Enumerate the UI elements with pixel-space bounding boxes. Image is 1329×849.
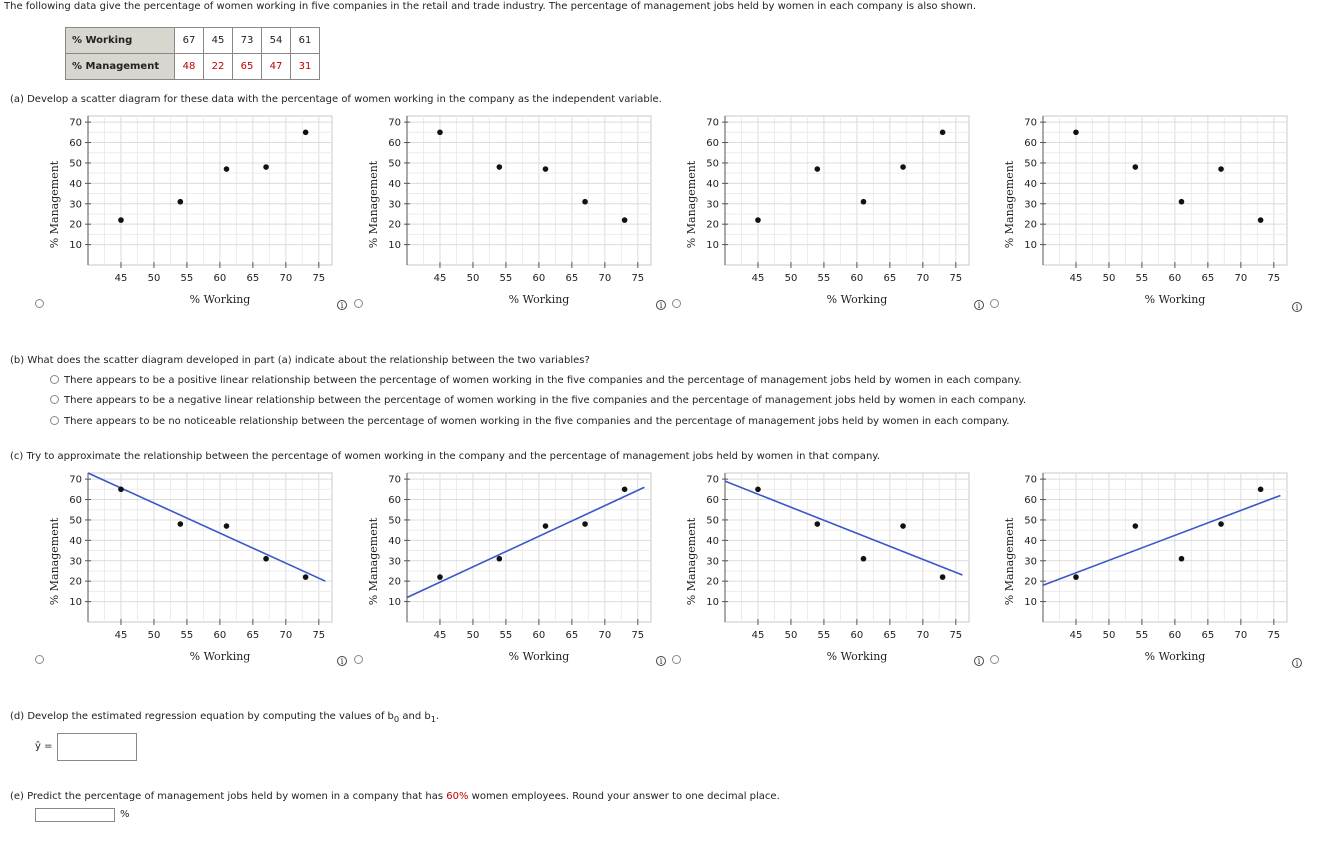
x-tick-label: 50	[466, 273, 480, 284]
scatter-chart-a4	[997, 110, 1297, 310]
x-tick-label: 70	[916, 273, 930, 284]
y-tick-label: 50	[706, 515, 719, 527]
data-point	[755, 217, 761, 223]
data-point	[622, 217, 628, 223]
y-tick-label: 20	[1024, 219, 1037, 231]
cell: 45	[204, 28, 233, 54]
prediction-input[interactable]	[35, 808, 115, 822]
info-icon[interactable]: i	[337, 656, 347, 666]
x-tick-label: 65	[565, 273, 579, 284]
x-tick-label: 55	[180, 273, 194, 284]
part-b-prompt: (b) What does the scatter diagram developed in part (a) indicate about the relationship between the two variables?	[10, 355, 590, 366]
x-tick-label: 50	[147, 630, 161, 641]
cell: 47	[262, 54, 291, 80]
regression-chart-c3	[679, 467, 979, 667]
y-tick-label: 60	[69, 495, 82, 507]
data-point	[861, 199, 867, 205]
cell: 67	[175, 28, 204, 54]
data-point	[582, 199, 588, 205]
scatter-chart-a3	[679, 110, 979, 310]
x-tick-label: 45	[751, 630, 765, 641]
x-tick-label: 70	[598, 630, 612, 641]
y-tick-label: 70	[388, 117, 401, 129]
y-tick-label: 70	[1024, 474, 1037, 486]
intro-text: The following data give the percentage of women working in five companies in the retail and trade industry. The percentage of management jobs held by women in each company is also shown.	[4, 1, 977, 12]
part-a-prompt: (a) Develop a scatter diagram for these data with the percentage of women working in the company as the independent variable.	[10, 94, 662, 105]
data-point	[900, 164, 906, 170]
data-point	[940, 130, 946, 136]
y-tick-label: 70	[69, 474, 82, 486]
radio-option-a3[interactable]	[672, 299, 681, 308]
x-tick-label: 55	[817, 630, 831, 641]
x-tick-label: 65	[1201, 630, 1215, 641]
plot-area	[88, 473, 332, 622]
data-point	[437, 574, 443, 580]
data-point	[543, 523, 549, 529]
part-d-text: (d) Develop the estimated regression equation by computing the values of	[10, 711, 388, 722]
y-tick-label: 10	[1024, 240, 1037, 252]
x-tick-label: 50	[1102, 630, 1116, 641]
x-tick-label: 50	[784, 273, 798, 284]
x-tick-label: 55	[817, 273, 831, 284]
x-tick-label: 75	[312, 630, 326, 641]
x-tick-label: 70	[279, 630, 293, 641]
radio-option-c4[interactable]	[990, 655, 999, 664]
regression-chart-c1	[42, 467, 342, 667]
cell: 48	[175, 54, 204, 80]
data-point	[303, 574, 309, 580]
radio-option-c1[interactable]	[35, 655, 44, 664]
y-tick-label: 30	[69, 556, 82, 568]
y-tick-label: 20	[69, 219, 82, 231]
part-c-prompt: (c) Try to approximate the relationship between the percentage of women working in the company and the percentage of management jobs held by women in that company.	[10, 451, 880, 462]
data-point	[622, 487, 628, 493]
option-b-none-label: There appears to be no noticeable relationship between the percentage of women working in the five companies and the percentage of management jobs held by women in each company.	[64, 416, 1010, 427]
plot-area	[407, 116, 651, 265]
x-tick-label: 75	[1267, 630, 1281, 641]
info-icon[interactable]: i	[656, 300, 666, 310]
x-tick-label: 50	[147, 273, 161, 284]
y-axis-label: % Management	[48, 517, 61, 606]
data-point	[178, 521, 184, 527]
y-tick-label: 70	[388, 474, 401, 486]
y-tick-label: 50	[1024, 515, 1037, 527]
y-tick-label: 70	[706, 117, 719, 129]
data-point	[263, 556, 269, 562]
x-tick-label: 60	[1168, 630, 1182, 641]
x-tick-label: 60	[532, 630, 546, 641]
y-tick-label: 40	[69, 535, 82, 547]
regression-chart-c4	[997, 467, 1297, 667]
x-tick-label: 45	[114, 273, 128, 284]
x-tick-label: 60	[850, 630, 864, 641]
y-tick-label: 60	[1024, 495, 1037, 507]
x-tick-label: 45	[114, 630, 128, 641]
y-tick-label: 30	[706, 556, 719, 568]
data-point	[1133, 164, 1139, 170]
x-tick-label: 45	[1069, 273, 1083, 284]
x-tick-label: 70	[279, 273, 293, 284]
data-point	[582, 521, 588, 527]
radio-option-b-none[interactable]	[50, 416, 59, 425]
data-point	[1073, 574, 1079, 580]
y-tick-label: 20	[706, 576, 719, 588]
y-tick-label: 50	[69, 515, 82, 527]
row-label-working: % Working	[66, 28, 175, 54]
data-table	[65, 27, 320, 80]
part-d-prompt: (d) Develop the estimated regression equation by computing the values of $b_0$ and $b_1$.	[10, 711, 440, 724]
y-tick-label: 40	[1024, 535, 1037, 547]
info-icon[interactable]: i	[656, 656, 666, 666]
y-tick-label: 40	[388, 178, 401, 190]
row-label-management: % Management	[66, 54, 175, 80]
y-tick-label: 10	[706, 597, 719, 609]
y-tick-label: 60	[69, 138, 82, 150]
radio-option-a1[interactable]	[35, 299, 44, 308]
scatter-chart-a2	[361, 110, 661, 310]
table-row-management	[66, 54, 320, 80]
x-tick-label: 60	[213, 630, 227, 641]
y-tick-label: 30	[1024, 556, 1037, 568]
y-tick-label: 40	[69, 178, 82, 190]
cell: 65	[233, 54, 262, 80]
y-tick-label: 70	[1024, 117, 1037, 129]
x-tick-label: 75	[631, 630, 645, 641]
x-tick-label: 60	[213, 273, 227, 284]
x-tick-label: 55	[499, 273, 513, 284]
part-e-prompt: (e) Predict the percentage of management jobs held by women in a company that has 60% women employees. Round your answer to one decimal place.	[10, 791, 780, 802]
info-icon[interactable]: i	[1292, 658, 1302, 668]
x-tick-label: 55	[180, 630, 194, 641]
scatter-chart-a1	[42, 110, 342, 310]
plot-area	[1043, 116, 1287, 265]
y-tick-label: 30	[1024, 199, 1037, 211]
table-row-working	[66, 28, 320, 54]
data-point	[755, 487, 761, 493]
y-axis-label: % Management	[367, 160, 380, 249]
y-tick-label: 10	[388, 597, 401, 609]
x-tick-label: 55	[1135, 273, 1149, 284]
y-tick-label: 10	[69, 597, 82, 609]
x-tick-label: 65	[883, 273, 897, 284]
plot-area	[725, 116, 969, 265]
plot-area	[88, 116, 332, 265]
x-tick-label: 65	[565, 630, 579, 641]
data-point	[1258, 487, 1264, 493]
x-tick-label: 50	[784, 630, 798, 641]
b0-symbol: $b_0$	[387, 711, 400, 724]
plot-area	[1043, 473, 1287, 622]
x-tick-label: 75	[949, 630, 963, 641]
x-tick-label: 75	[312, 273, 326, 284]
x-tick-label: 55	[1135, 630, 1149, 641]
y-tick-label: 30	[69, 199, 82, 211]
x-axis-label: % Working	[508, 293, 570, 306]
y-tick-label: 70	[69, 117, 82, 129]
x-axis-label: % Working	[1144, 650, 1206, 663]
data-point	[1258, 217, 1264, 223]
data-point	[1073, 130, 1079, 136]
y-axis-label: % Management	[1003, 160, 1016, 249]
yhat-label: ŷ =	[35, 741, 53, 752]
regression-equation-input[interactable]	[57, 733, 137, 761]
x-tick-label: 65	[1201, 273, 1215, 284]
x-tick-label: 45	[433, 273, 447, 284]
y-tick-label: 50	[388, 158, 401, 170]
x-tick-label: 65	[883, 630, 897, 641]
y-axis-label: % Management	[685, 160, 698, 249]
x-tick-label: 60	[532, 273, 546, 284]
y-tick-label: 60	[388, 138, 401, 150]
x-tick-label: 75	[631, 273, 645, 284]
info-icon[interactable]: i	[337, 300, 347, 310]
y-tick-label: 50	[388, 515, 401, 527]
cell: 22	[204, 54, 233, 80]
data-point	[437, 130, 443, 136]
x-axis-label: % Working	[189, 650, 251, 663]
y-tick-label: 30	[388, 199, 401, 211]
x-tick-label: 55	[499, 630, 513, 641]
highlight-value: 60%	[446, 791, 469, 802]
data-point	[224, 523, 230, 529]
info-icon[interactable]: i	[974, 300, 984, 310]
y-tick-label: 20	[388, 576, 401, 588]
cell: 31	[291, 54, 320, 80]
y-tick-label: 50	[69, 158, 82, 170]
x-tick-label: 45	[1069, 630, 1083, 641]
data-point	[861, 556, 867, 562]
y-tick-label: 60	[706, 495, 719, 507]
radio-option-c3[interactable]	[672, 655, 681, 664]
data-point	[1179, 199, 1185, 205]
data-point	[815, 521, 821, 527]
x-tick-label: 75	[1267, 273, 1281, 284]
y-tick-label: 40	[706, 535, 719, 547]
x-tick-label: 70	[1234, 630, 1248, 641]
data-point	[303, 130, 309, 136]
x-tick-label: 60	[1168, 273, 1182, 284]
data-point	[1133, 523, 1139, 529]
y-tick-label: 20	[388, 219, 401, 231]
x-axis-label: % Working	[508, 650, 570, 663]
x-tick-label: 70	[1234, 273, 1248, 284]
data-point	[497, 164, 503, 170]
data-point	[900, 523, 906, 529]
y-tick-label: 10	[388, 240, 401, 252]
y-tick-label: 30	[388, 556, 401, 568]
y-tick-label: 40	[1024, 178, 1037, 190]
y-axis-label: % Management	[367, 517, 380, 606]
x-tick-label: 60	[850, 273, 864, 284]
y-tick-label: 50	[706, 158, 719, 170]
x-tick-label: 70	[598, 273, 612, 284]
y-tick-label: 30	[706, 199, 719, 211]
y-axis-label: % Management	[48, 160, 61, 249]
y-tick-label: 50	[1024, 158, 1037, 170]
info-icon[interactable]: i	[974, 656, 984, 666]
data-point	[1218, 166, 1224, 172]
y-tick-label: 20	[1024, 576, 1037, 588]
x-tick-label: 70	[916, 630, 930, 641]
y-tick-label: 40	[388, 535, 401, 547]
y-axis-label: % Management	[1003, 517, 1016, 606]
data-point	[1179, 556, 1185, 562]
data-point	[224, 166, 230, 172]
y-tick-label: 60	[388, 495, 401, 507]
x-tick-label: 45	[751, 273, 765, 284]
data-point	[118, 487, 124, 493]
y-tick-label: 10	[706, 240, 719, 252]
data-point	[543, 166, 549, 172]
data-point	[118, 217, 124, 223]
y-tick-label: 10	[69, 240, 82, 252]
data-point	[263, 164, 269, 170]
x-axis-label: % Working	[1144, 293, 1206, 306]
radio-option-b-negative[interactable]	[50, 395, 59, 404]
radio-option-c2[interactable]	[354, 655, 363, 664]
x-axis-label: % Working	[189, 293, 251, 306]
radio-option-b-positive[interactable]	[50, 375, 59, 384]
cell: 61	[291, 28, 320, 54]
cell: 73	[233, 28, 262, 54]
y-tick-label: 10	[1024, 597, 1037, 609]
option-b-negative-label: There appears to be a negative linear relationship between the percentage of women working in the five companies and the percentage of management jobs held by women in each company.	[64, 395, 1027, 406]
y-tick-label: 60	[706, 138, 719, 150]
data-point	[497, 556, 503, 562]
y-tick-label: 20	[706, 219, 719, 231]
data-point	[815, 166, 821, 172]
y-tick-label: 40	[706, 178, 719, 190]
x-tick-label: 65	[246, 630, 260, 641]
percent-unit: %	[120, 809, 130, 820]
x-tick-label: 75	[949, 273, 963, 284]
option-b-positive-label: There appears to be a positive linear relationship between the percentage of women working in the five companies and the percentage of management jobs held by women in each company.	[64, 375, 1022, 386]
b1-symbol: $b_1$	[424, 711, 437, 724]
y-tick-label: 20	[69, 576, 82, 588]
info-icon[interactable]: i	[1292, 302, 1302, 312]
radio-option-a4[interactable]	[990, 299, 999, 308]
regression-chart-c2	[361, 467, 661, 667]
y-tick-label: 60	[1024, 138, 1037, 150]
data-point	[178, 199, 184, 205]
cell: 54	[262, 28, 291, 54]
x-tick-label: 65	[246, 273, 260, 284]
x-tick-label: 50	[1102, 273, 1116, 284]
y-tick-label: 70	[706, 474, 719, 486]
x-tick-label: 50	[466, 630, 480, 641]
x-tick-label: 45	[433, 630, 447, 641]
x-axis-label: % Working	[826, 293, 888, 306]
plot-area	[407, 473, 651, 622]
data-point	[1218, 521, 1224, 527]
y-axis-label: % Management	[685, 517, 698, 606]
data-point	[940, 574, 946, 580]
radio-option-a2[interactable]	[354, 299, 363, 308]
x-axis-label: % Working	[826, 650, 888, 663]
